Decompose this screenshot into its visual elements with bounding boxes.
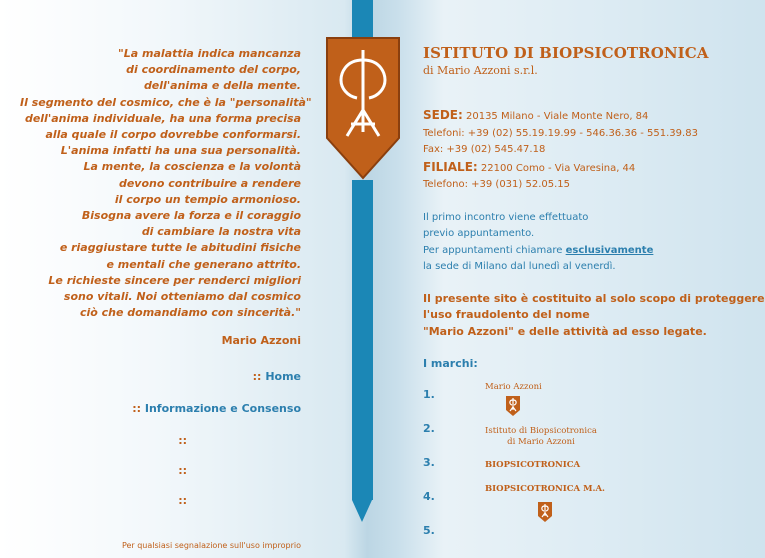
quote-line: alla quale il corpo dovrebbe conformarsi. xyxy=(45,128,301,142)
quote-line: sono vitali. Noi otteniamo dal cosmico xyxy=(63,290,301,304)
mark-item xyxy=(423,382,733,422)
nav-home[interactable] xyxy=(20,369,301,385)
nav-separator: :: xyxy=(178,494,187,508)
nav-info[interactable] xyxy=(20,401,301,417)
quote-line: e riaggiustare tutte le abitudini fisiche xyxy=(59,241,301,255)
mark-body xyxy=(485,460,580,471)
quote-line: di cambiare la nostra vita xyxy=(141,225,301,239)
right-column xyxy=(423,44,765,558)
quote-line: di coordinamento del corpo, xyxy=(126,63,301,77)
nav-home-link[interactable]: Home xyxy=(265,369,301,383)
notice-line2: l'uso fraudolento del nome xyxy=(423,308,590,321)
quote-line: La mente, la coscienza e la volontà xyxy=(83,160,301,174)
nav-separator: :: xyxy=(178,434,187,448)
mark-text: BIOPSICOTRONICA M.A. xyxy=(485,484,606,494)
mini-shield-icon xyxy=(505,395,521,417)
marks-list xyxy=(423,382,733,558)
institute-title: ISTITUTO DI BIOPSICOTRONICA xyxy=(423,44,709,62)
mini-shield-icon xyxy=(537,501,553,523)
mark-text: Istituto di Biopsicotronica xyxy=(485,426,597,436)
appointments-line1: Il primo incontro viene effettuato xyxy=(423,211,589,223)
quote xyxy=(20,46,312,321)
nav-empty-2[interactable] xyxy=(20,463,301,479)
notice xyxy=(423,291,765,341)
exclusively-link[interactable]: esclusivamente xyxy=(565,244,654,256)
sede-fax: Fax: +39 (02) 545.47.18 xyxy=(423,144,546,155)
mark-number: 3. xyxy=(423,456,435,469)
quote-line: ciò che domandiamo con sincerità." xyxy=(79,306,301,320)
institute-subtitle: di Mario Azzoni s.r.l. xyxy=(423,64,538,77)
mark-text2: di Mario Azzoni xyxy=(507,437,575,447)
notice-line1: Il presente sito è costituito al solo scopo di proteggere xyxy=(423,291,765,305)
mark-text: BIOPSICOTRONICA xyxy=(485,460,581,470)
shield-logo-icon xyxy=(325,36,401,180)
filiale-address: 22100 Como - Via Varesina, 44 xyxy=(480,162,636,174)
mark-body xyxy=(485,426,597,448)
nav-info-link[interactable]: Informazione e Consenso xyxy=(144,401,301,415)
quote-line: Le richieste sincere per renderci migliori xyxy=(48,273,301,287)
mark-item xyxy=(423,422,733,456)
nav-separator: :: xyxy=(132,401,142,415)
mark-text: Mario Azzoni xyxy=(485,382,542,392)
quote-line: "La malattia indica mancanza xyxy=(118,47,301,60)
filiale-label: FILIALE: xyxy=(423,159,478,174)
sede-address: 20135 Milano - Viale Monte Nero, 84 xyxy=(465,111,649,122)
quote-line: Il segmento del cosmico, che è la "personalità" xyxy=(20,95,312,109)
appointments-line2: previo appuntamento. xyxy=(423,228,535,239)
quote-line: il corpo un tempio armonioso. xyxy=(114,192,301,206)
sword-pommel xyxy=(352,0,373,38)
mark-number: 4. xyxy=(423,490,435,503)
sede-phone: Telefoni: +39 (02) 55.19.19.99 - 546.36.36 - 551.39.83 xyxy=(423,127,698,139)
mark-item xyxy=(423,524,733,558)
nav-empty-1[interactable] xyxy=(20,433,301,449)
contacts xyxy=(423,107,733,194)
sede-label: SEDE: xyxy=(423,108,463,122)
mark-number: 5. xyxy=(423,524,435,537)
mark-number: 1. xyxy=(423,388,435,401)
mark-item xyxy=(423,484,733,524)
mark-body xyxy=(485,484,605,523)
footer-text: Per qualsiasi segnalazione sull'uso improprio xyxy=(121,541,301,550)
sword-tip xyxy=(352,500,372,522)
sword-blade xyxy=(352,180,373,500)
mark-body xyxy=(485,382,542,417)
mark-number: 2. xyxy=(423,422,435,435)
quote-line: devono contribuire a rendere xyxy=(118,176,301,190)
marks-title: I marchi: xyxy=(423,357,478,370)
quote-line: dell'anima e della mente. xyxy=(143,79,301,93)
appointments-line4: la sede di Milano dal lunedì al venerdì. xyxy=(423,261,616,272)
quote-line: Bisogna avere la forza e il coraggio xyxy=(81,209,301,223)
left-column xyxy=(20,46,312,550)
appointments xyxy=(423,210,733,276)
nav-empty-3[interactable] xyxy=(20,493,301,509)
nav-separator: :: xyxy=(252,369,262,383)
nav-separator: :: xyxy=(178,464,187,478)
notice-line3: "Mario Azzoni" e delle attività ad esso legate. xyxy=(423,324,707,338)
quote-line: e mentali che generano attrito. xyxy=(106,257,301,271)
quote-line: L'anima infatti ha una sua personalità. xyxy=(60,144,301,158)
quote-author: Mario Azzoni xyxy=(221,334,301,348)
appointments-line3-prefix: Per appuntamenti chiamare xyxy=(423,244,563,256)
quote-line: dell'anima individuale, ha una forma precisa xyxy=(24,111,301,125)
filiale-phone: Telefono: +39 (031) 52.05.15 xyxy=(423,179,571,190)
